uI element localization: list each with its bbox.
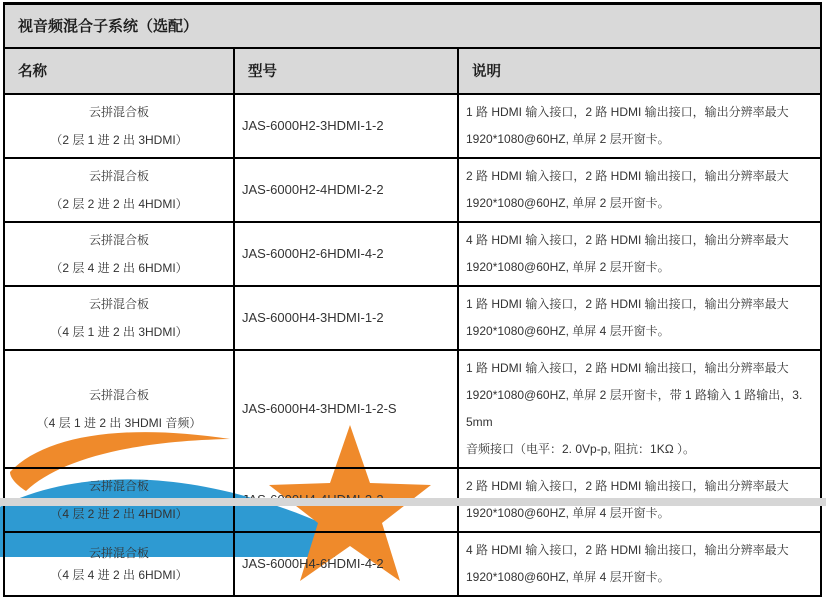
description-line: 1 路 HDMI 输入接口，2 路 HDMI 输出接口，输出分辨率最大 (466, 104, 789, 119)
description-line: 1 路 HDMI 输入接口，2 路 HDMI 输出接口，输出分辨率最大 (466, 360, 789, 375)
description-line: 1920*1080@60HZ, 单屏 4 层开窗卡。 (466, 323, 670, 338)
product-spec: （2 层 2 进 2 出 4HDMI） (50, 196, 188, 211)
table-row (4, 532, 821, 596)
model-cell: JAS-6000H4-3HDMI-1-2 (234, 286, 458, 350)
product-name: 云拼混合板 (88, 387, 149, 402)
product-spec: （2 层 1 进 2 出 3HDMI） (50, 132, 188, 147)
description-line: 1 路 HDMI 输入接口，2 路 HDMI 输出接口，输出分辨率最大 (466, 296, 789, 311)
model-cell: JAS-6000H2-6HDMI-4-2 (234, 222, 458, 286)
table-row (4, 158, 821, 222)
description-line: 音频接口（电平：2. 0Vp-p, 阻抗：1KΩ ）。 (466, 441, 696, 456)
column-header-model: 型号 (234, 48, 458, 94)
description-line: 1920*1080@60HZ, 单屏 2 层开窗卡。 (466, 131, 670, 146)
section-title-row (4, 4, 821, 48)
table-row (4, 350, 821, 468)
product-spec: （4 层 1 进 2 出 3HDMI 音频） (36, 415, 202, 430)
description-line: 4 路 HDMI 输入接口，2 路 HDMI 输出接口，输出分辨率最大 (466, 542, 789, 557)
model-cell: JAS-6000H4-6HDMI-4-2 (234, 532, 458, 596)
product-name-cell (4, 158, 234, 222)
description-line: 1920*1080@60HZ, 单屏 4 层开窗卡。 (466, 505, 670, 520)
product-name-cell (4, 350, 234, 468)
document-page (0, 2, 826, 584)
description-line: 2 路 HDMI 输入接口，2 路 HDMI 输出接口，输出分辨率最大 (466, 168, 789, 183)
model-cell: JAS-6000H2-4HDMI-2-2 (234, 158, 458, 222)
table-row (4, 286, 821, 350)
description-cell (458, 222, 821, 286)
description-cell (458, 286, 821, 350)
product-name-cell (4, 286, 234, 350)
product-name: 云拼混合板 (88, 296, 149, 311)
column-header-row (4, 48, 821, 94)
product-name-cell (4, 222, 234, 286)
product-spec: （4 层 2 进 2 出 4HDMI） (50, 506, 188, 521)
description-cell (458, 158, 821, 222)
product-name: 云拼混合板 (88, 232, 149, 247)
table-row (4, 94, 821, 158)
product-spec: （4 层 1 进 2 出 3HDMI） (50, 324, 188, 339)
description-line: 1920*1080@60HZ, 单屏 2 层开窗卡，带 1 路输入 1 路输出，3. 5mm (466, 387, 803, 429)
description-cell (458, 94, 821, 158)
next-section-band (0, 498, 826, 506)
model-cell: JAS-6000H2-3HDMI-1-2 (234, 94, 458, 158)
model-cell: JAS-6000H4-3HDMI-1-2-S (234, 350, 458, 468)
description-cell (458, 350, 821, 468)
description-line: 1920*1080@60HZ, 单屏 2 层开窗卡。 (466, 195, 670, 210)
product-name: 云拼混合板 (88, 478, 149, 493)
table-row (4, 222, 821, 286)
product-name: 云拼混合板 (88, 545, 149, 560)
product-name-cell (4, 94, 234, 158)
product-spec: （2 层 4 进 2 出 6HDMI） (50, 260, 188, 275)
column-header-name: 名称 (4, 48, 234, 94)
section-title: 视音频混合子系统（选配） (4, 4, 821, 48)
product-name: 云拼混合板 (88, 104, 149, 119)
spec-table (3, 2, 822, 597)
description-cell (458, 532, 821, 596)
description-line: 2 路 HDMI 输入接口，2 路 HDMI 输出接口，输出分辨率最大 (466, 478, 789, 493)
product-name: 云拼混合板 (88, 168, 149, 183)
description-line: 1920*1080@60HZ, 单屏 4 层开窗卡。 (466, 569, 670, 584)
product-spec: （4 层 4 进 2 出 6HDMI） (50, 567, 188, 582)
description-line: 1920*1080@60HZ, 单屏 2 层开窗卡。 (466, 259, 670, 274)
product-name-cell (4, 532, 234, 596)
column-header-description: 说明 (458, 48, 821, 94)
description-line: 4 路 HDMI 输入接口，2 路 HDMI 输出接口，输出分辨率最大 (466, 232, 789, 247)
